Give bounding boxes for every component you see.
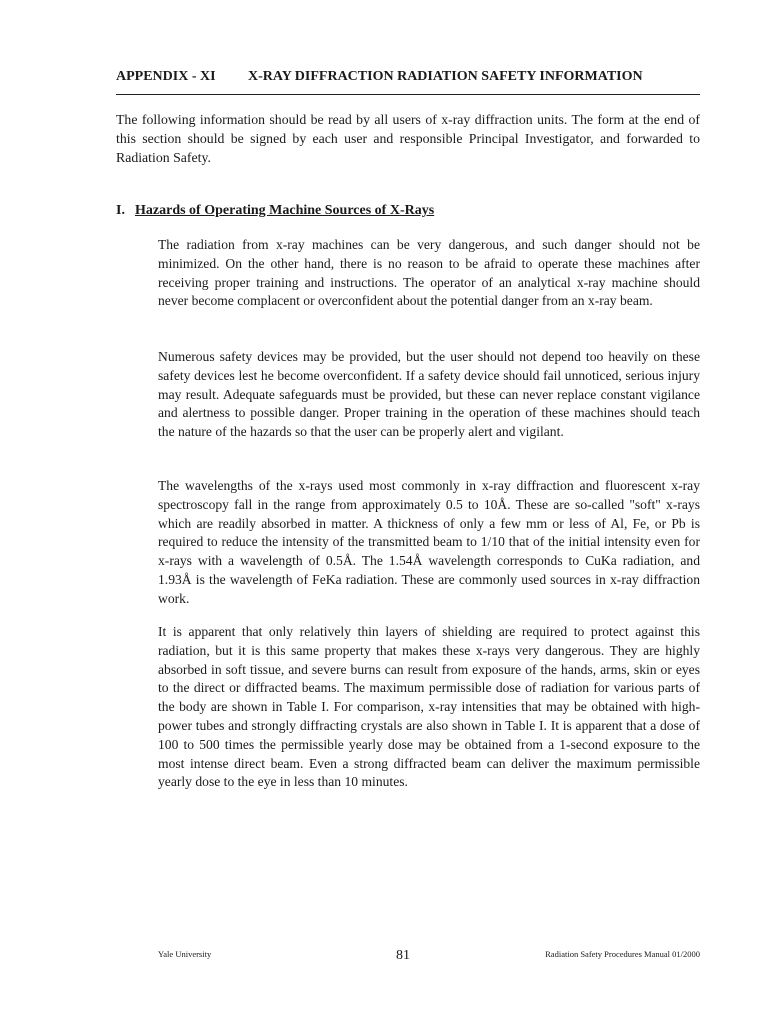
footer-institution: Yale University — [158, 949, 212, 959]
body-paragraph: It is apparent that only relatively thin layers of shielding are required to protect against this radiation, but it is this same property that makes these x-rays very dangerous. They are highly absorbed in soft tissue, and severe burns can result from exposure of the hands, arms, skin or eyes to the direct or diffracted beams. The maximum permissible dose of radiation for various parts of the body are shown in Table I. For comparison, x-ray intensities that may be obtained with high-power tubes and strongly diffracting crystals are also shown in Table I. It is apparent that a dose of 100 to 500 times the permissible yearly dose may be obtained from a 1-second exposure to the most intense direct beam. Even a strong diffracted beam can deliver the maximum permissible yearly dose to the eye in less than 10 minutes. — [158, 624, 700, 790]
appendix-title: X-RAY DIFFRACTION RADIATION SAFETY INFORMATION — [248, 69, 643, 84]
page-number: 81 — [396, 948, 410, 963]
appendix-label: APPENDIX - XI — [116, 69, 216, 84]
body-paragraph: The radiation from x-ray machines can be very dangerous, and such danger should not be minimized. On the other hand, there is no reason to be afraid to operate these machines after receiving proper training and instructions. The operator of an analytical x-ray machine should never become complacent or overconfident about the potential danger from an x-ray beam. — [158, 237, 700, 309]
footer-manual-title: Radiation Safety Procedures Manual 01/2000 — [545, 949, 700, 959]
section-heading — [116, 200, 700, 222]
section-numeral: I. — [116, 203, 125, 218]
section-title: Hazards of Operating Machine Sources of X-Rays — [135, 203, 435, 218]
intro-paragraph: The following information should be read by all users of x-ray diffraction units. The form at the end of this section should be signed by each user and responsible Principal Investigator, and forwarded to Radiation Safety. — [116, 112, 700, 165]
appendix-header — [116, 66, 700, 95]
body-paragraph: Numerous safety devices may be provided, but the user should not depend too heavily on these safety devices lest he become overconfident. If a safety device should fail unnoticed, serious injury may result. Adequate safeguards must be provided, but these can never replace constant vigilance and alertness to possible danger. Proper training in the operation of these machines should teach the nature of the hazards so that the user can be properly alert and vigilant. — [158, 349, 700, 440]
body-paragraph: The wavelengths of the x-rays used most commonly in x-ray diffraction and fluorescent x-ray spectroscopy fall in the range from approximately 0.5 to 10Å. These are so-called "soft" x-rays which are readily absorbed in matter. A thickness of only a few mm or less of Al, Fe, or Pb is required to reduce the intensity of the transmitted beam to 1/10 that of the initial intensity even for x-rays with a wavelength of 0.5Å. The 1.54Å wavelength corresponds to CuKa radiation, and 1.93Å is the wavelength of FeKa radiation. These are commonly used sources in x-ray diffraction work. — [158, 478, 700, 606]
